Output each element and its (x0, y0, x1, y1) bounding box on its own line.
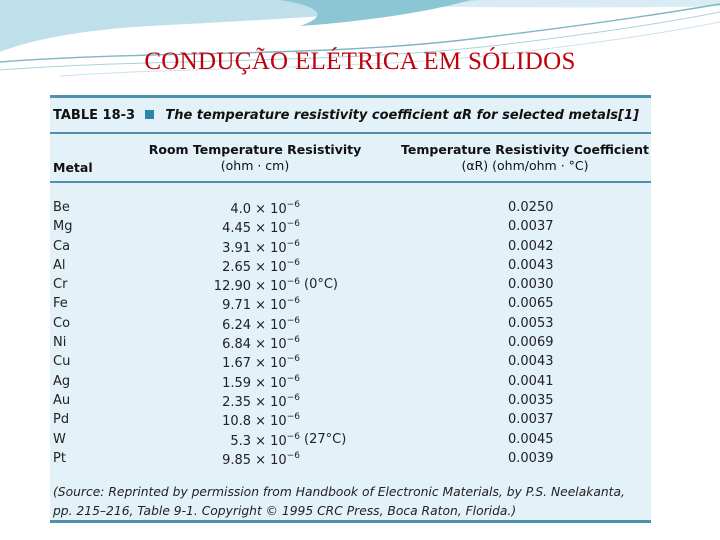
resistivity-cell: $4.0 \times 10^{-6}$ (230, 200, 300, 217)
metal-cell: Co (53, 315, 71, 331)
resistivity-cell: $2.65 \times 10^{-6}$ (222, 257, 300, 275)
table-row (50, 412, 650, 431)
table-row (50, 432, 650, 451)
coefficient-cell: 0.0053 (508, 315, 554, 331)
table-row (50, 374, 650, 393)
resistivity-cell: $10.8 \times 10^{-6}$ (222, 412, 300, 430)
table-source-note: (Source: Reprinted by permission from Handbook of Electronic Materials, by P.S. Neelakanta, pp. 215–216, Table 9-1. Copyright © 1995 CRC Press, Boca Raton, Florida.) (53, 485, 625, 518)
resistivity-cell: $1.59 \times 10^{-6}$ (222, 373, 300, 391)
coefficient-cell: 0.0030 (508, 277, 554, 293)
resistivity-header-title: Room Temperature Resistivity (148, 142, 362, 157)
metal-cell: Be (53, 200, 70, 215)
table-row (50, 393, 650, 412)
coefficient-header-title: Temperature Resistivity Coefficient (401, 142, 649, 157)
metal-cell: Ca (53, 238, 71, 254)
metal-cell: W (53, 431, 66, 447)
metal-cell: Al (53, 257, 66, 273)
coefficient-cell: 0.0037 (508, 219, 554, 235)
metal-cell: Pt (53, 450, 66, 466)
table-row (50, 451, 650, 470)
column-header-coefficient (400, 142, 650, 174)
table-body (50, 200, 650, 470)
metal-cell: Pd (53, 412, 70, 428)
resistivity-cell: $6.24 \times 10^{-6}$ (222, 315, 300, 333)
table-caption (53, 108, 639, 123)
coefficient-cell: 0.0039 (508, 450, 554, 466)
resistivity-cell: $3.91 \times 10^{-6}$ (222, 238, 300, 256)
resistivity-cell: $4.45 \times 10^{-6}$ (222, 219, 300, 237)
coefficient-cell: 0.0037 (508, 412, 554, 428)
temperature-note: (0°C) (304, 277, 338, 293)
metal-cell: Fe (53, 296, 68, 312)
coefficient-cell: 0.0045 (508, 431, 554, 447)
column-header-metal: Metal (53, 160, 93, 175)
metal-cell: Mg (53, 219, 73, 235)
table-row (50, 277, 650, 296)
metal-cell: Ag (53, 373, 71, 389)
resistivity-header-unit: (ohm · cm) (220, 158, 290, 173)
table-description: The temperature resistivity coefficient αR for selected metals[1] (165, 108, 639, 123)
table-row (50, 316, 650, 335)
slide-title: CONDUÇÃO ELÉTRICA EM SÓLIDOS (144, 48, 576, 75)
caption-square-icon (145, 110, 154, 119)
resistivity-cell: $12.90 \times 10^{-6}$ (213, 277, 300, 295)
table-row (50, 219, 650, 238)
coefficient-cell: 0.0041 (508, 373, 554, 389)
table-row (50, 296, 650, 315)
table-row (50, 335, 650, 354)
header-rule-top (50, 132, 651, 134)
resistivity-cell: $9.85 \times 10^{-6}$ (222, 450, 300, 468)
coefficient-cell: 0.0043 (508, 257, 554, 273)
table-row (50, 239, 650, 258)
coefficient-cell: 0.0069 (508, 335, 554, 351)
resistivity-cell: $5.3 \times 10^{-6}$ (230, 431, 300, 449)
metal-cell: Cu (53, 354, 71, 370)
table-number: TABLE 18-3 (53, 108, 136, 123)
coefficient-cell: 0.0042 (508, 238, 554, 254)
coefficient-cell: 0.0035 (508, 392, 554, 408)
resistivity-cell: $1.67 \times 10^{-6}$ (222, 354, 300, 372)
metal-cell: Cr (53, 277, 68, 293)
coefficient-cell: 0.0250 (508, 200, 554, 215)
coefficient-header-unit: (αR) (ohm/ohm · °C) (461, 158, 589, 173)
coefficient-cell: 0.0043 (508, 354, 554, 370)
resistivity-cell: $6.84 \times 10^{-6}$ (222, 335, 300, 353)
resistivity-cell: $9.71 \times 10^{-6}$ (222, 296, 300, 314)
temperature-note: (27°C) (304, 431, 347, 447)
table-row (50, 354, 650, 373)
metal-cell: Au (53, 392, 71, 408)
table-row (50, 258, 650, 277)
column-header-resistivity (142, 142, 368, 174)
resistivity-table (50, 95, 651, 523)
resistivity-cell: $2.35 \times 10^{-6}$ (222, 392, 300, 410)
coefficient-cell: 0.0065 (508, 296, 554, 312)
header-rule-bottom (50, 181, 651, 183)
metal-cell: Ni (53, 335, 67, 351)
table-row (50, 200, 650, 219)
